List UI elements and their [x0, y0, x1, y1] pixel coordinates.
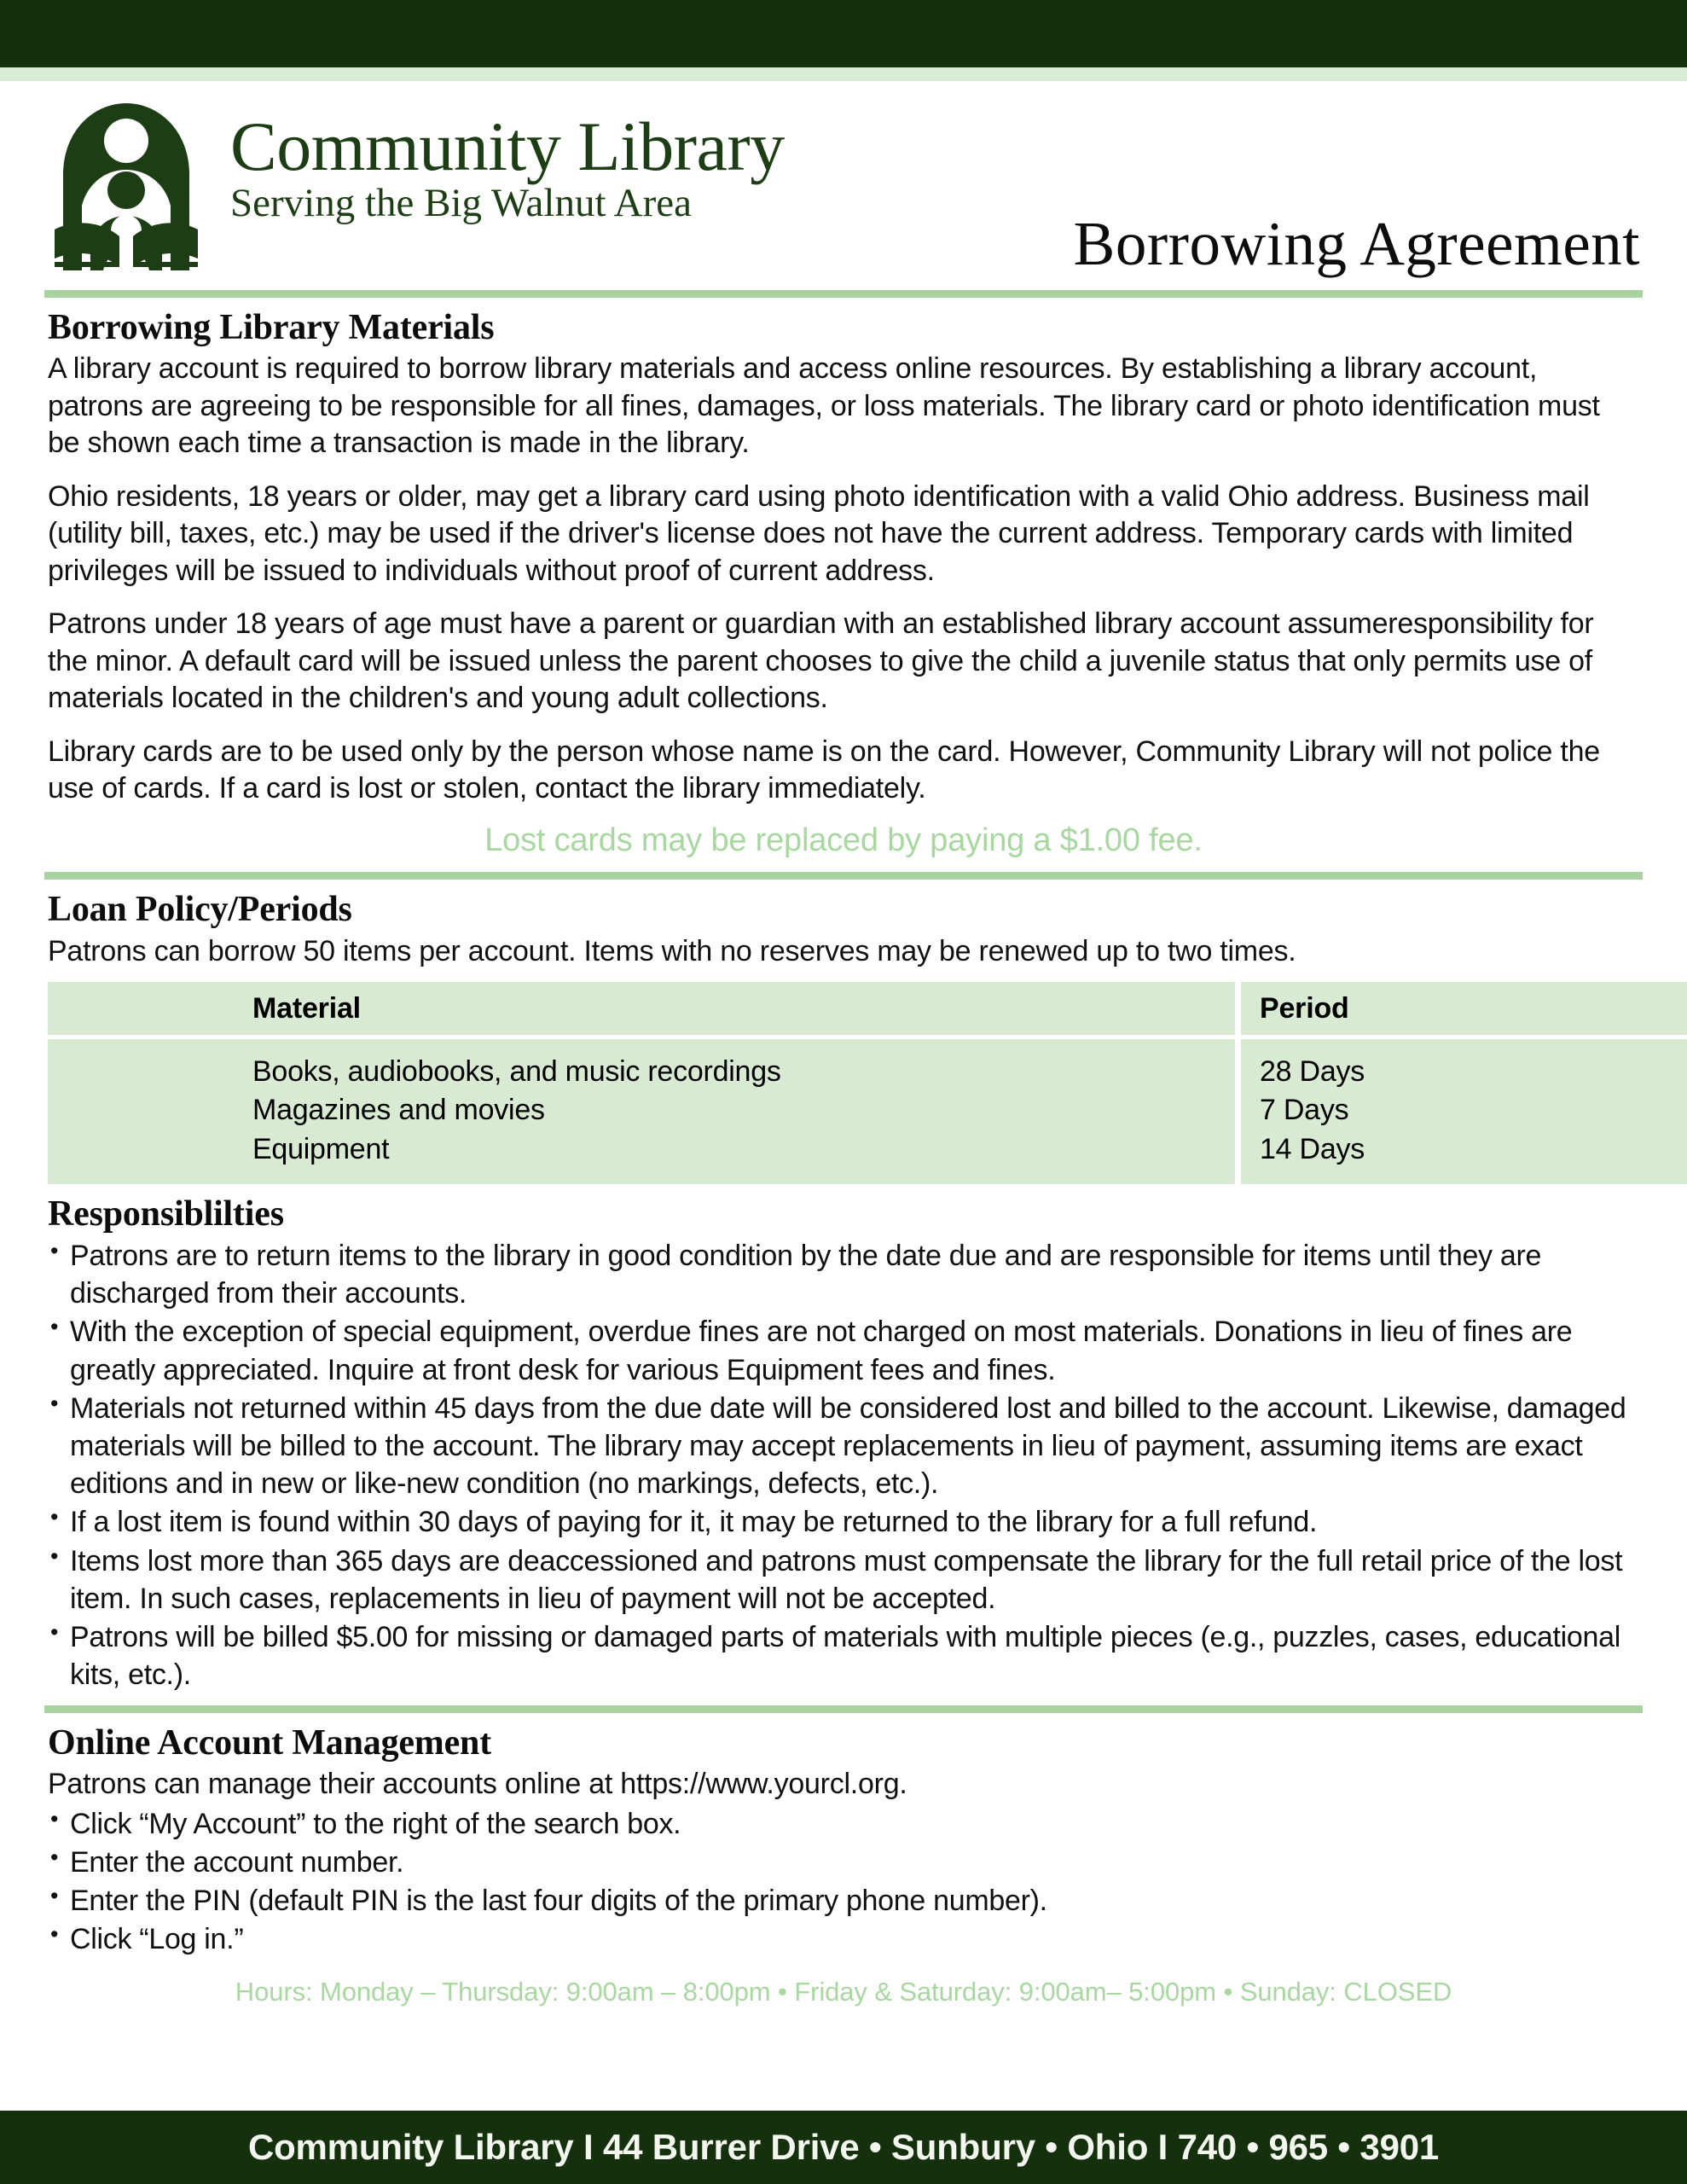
loan-periods-table	[48, 982, 1687, 1184]
table-cell-periods	[1238, 1037, 1687, 1184]
list-item: • With the exception of special equipment, overdue fines are not charged on most materials. Donations in lieu of fines are greatly appreciated. Inquire at front desk for various Equipment fees and fines.	[48, 1313, 1639, 1388]
loan-policy-section	[0, 890, 1687, 1693]
list-item: • Items lost more than 365 days are deaccessioned and patrons must compensate the library for the full retail price of the lost item. In such cases, replacements in lieu of payment will not be accepted.	[48, 1542, 1639, 1618]
table-header-period: Period	[1238, 982, 1687, 1037]
material-books: Books, audiobooks, and music recordings	[252, 1055, 781, 1089]
list-item: • Materials not returned within 45 days from the due date will be considered lost and billed to the account. Likewise, damaged materials will be billed to the account. The library may accept replacements in lieu of payment, assuming items are exact editions and in new or like-new condition (no markings, defects, etc.).	[48, 1390, 1639, 1503]
section-heading-loan-policy: Loan Policy/Periods	[48, 890, 352, 930]
page-title: Borrowing Agreement	[1073, 209, 1640, 278]
online-account-divider-rule	[44, 1705, 1643, 1713]
logo	[53, 100, 785, 270]
period-equipment: 14 Days	[1260, 1132, 1365, 1165]
header-divider-rule	[44, 290, 1643, 298]
loan-policy-intro: Patrons can borrow 50 items per account. Items with no reserves may be renewed up to two times.	[48, 934, 1296, 967]
document-header	[0, 81, 1687, 290]
list-item: • If a lost item is found within 30 days of paying for it, it may be returned to the library for a full refund.	[48, 1503, 1639, 1541]
borrowing-paragraph-4: Library cards are to be used only by the person whose name is on the card. However, Community Library will not police the use of cards. If a card is lost or stolen, contact the library immediately.	[48, 735, 1600, 805]
loan-policy-divider-rule	[44, 872, 1643, 880]
logo-tagline: Serving the Big Walnut Area	[230, 180, 692, 225]
section-heading-online-account: Online Account Management	[48, 1723, 491, 1763]
table-cell-materials	[48, 1037, 1238, 1184]
lost-card-fee-note: Lost cards may be replaced by paying a $1.00 fee.	[484, 822, 1203, 858]
list-item: • Patrons are to return items to the library in good condition by the date due and are responsible for items until they are discharged from their accounts.	[48, 1237, 1639, 1312]
material-equipment: Equipment	[252, 1132, 390, 1165]
table-row	[48, 1037, 1687, 1184]
logo-text-block	[230, 107, 785, 225]
table-header-material: Material	[48, 982, 1238, 1037]
list-item: • Enter the PIN (default PIN is the last four digits of the primary phone number).	[48, 1882, 1639, 1920]
top-light-band	[0, 67, 1687, 81]
borrowing-paragraph-3: Patrons under 18 years of age must have a parent or guardian with an established library account assumeresponsibility for the minor. A default card will be issued unless the parent chooses to give the child a juvenile status that only permits use of materials located in the children's and young adult collections.	[48, 607, 1594, 715]
library-hours: Hours: Monday – Thursday: 9:00am – 8:00pm • Friday & Saturday: 9:00am– 5:00pm • Sunday: CLOSED	[235, 1977, 1452, 2007]
document-footer	[0, 2111, 1687, 2184]
period-magazines: 7 Days	[1260, 1094, 1349, 1127]
document-body	[0, 308, 1687, 860]
list-item: • Click “Log in.”	[48, 1920, 1639, 1959]
section-heading-borrowing: Borrowing Library Materials	[48, 308, 495, 347]
footer-contact-line: Community Library I 44 Burrer Drive • Sunbury • Ohio I 740 • 965 • 3901	[247, 2127, 1440, 2167]
period-books: 28 Days	[1260, 1055, 1365, 1089]
list-item: • Patrons will be billed $5.00 for missing or damaged parts of materials with multiple pieces (e.g., puzzles, cases, educational kits, etc.).	[48, 1618, 1639, 1693]
online-account-section	[0, 1723, 1687, 2007]
logo-title: Community Library	[230, 107, 785, 185]
list-item: • Click “My Account” to the right of the search box.	[48, 1805, 1639, 1844]
section-heading-responsibilities: Responsiblilties	[48, 1194, 284, 1234]
borrowing-paragraph-2: Ohio residents, 18 years or older, may get a library card using photo identification with a valid Ohio address. Business mail (utility bill, taxes, etc.) may be used if the driver's license does not have the current address. Temporary cards with limited privileges will be issued to individuals without proof of current address.	[48, 479, 1590, 587]
list-item: • Enter the account number.	[48, 1844, 1639, 1882]
online-account-steps-list	[48, 1805, 1639, 1959]
family-reading-book-logo-icon	[53, 100, 223, 270]
table-header-row	[48, 982, 1687, 1037]
responsibilities-list	[48, 1237, 1639, 1693]
borrowing-paragraph-1: A library account is required to borrow library materials and access online resources. By establishing a library account, patrons are agreeing to be responsible for all fines, damages, or loss materials. The library card or photo identification must be shown each time a transaction is made in the library.	[48, 352, 1600, 460]
online-account-intro: Patrons can manage their accounts online at https://www.yourcl.org.	[48, 1768, 907, 1801]
material-magazines: Magazines and movies	[252, 1094, 545, 1127]
top-dark-band	[0, 0, 1687, 67]
